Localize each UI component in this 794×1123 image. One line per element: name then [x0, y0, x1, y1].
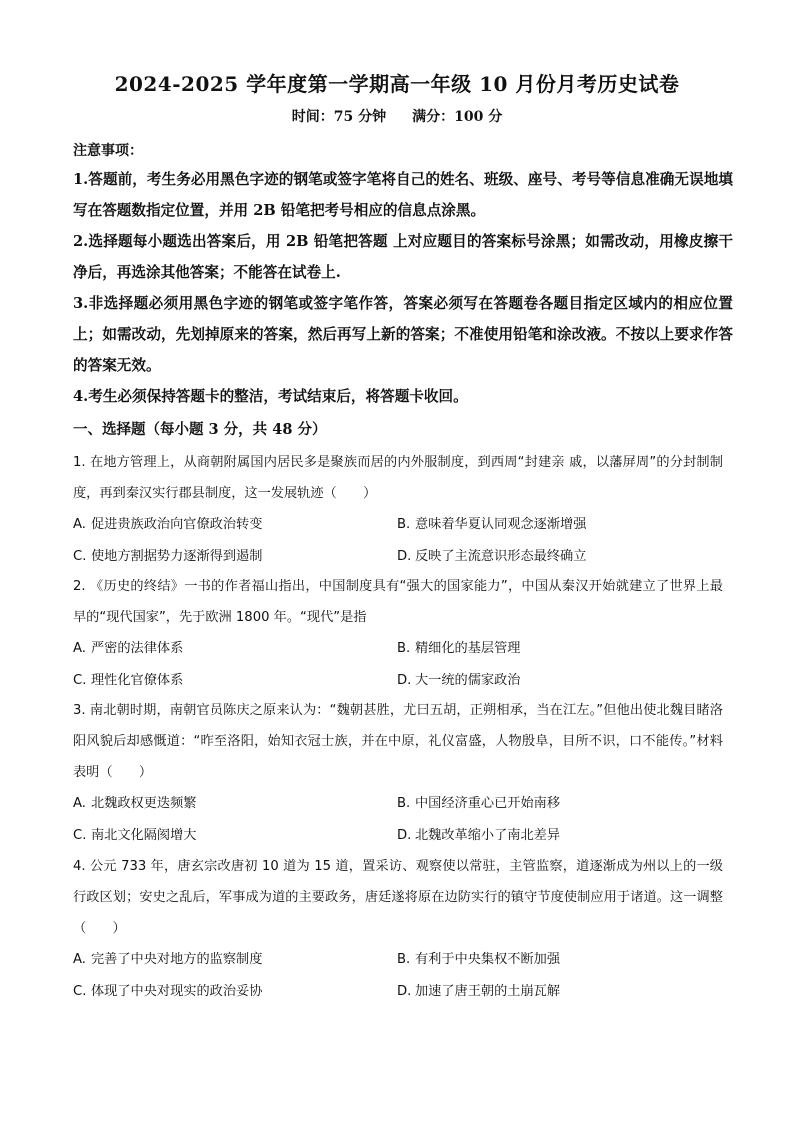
option-d[interactable]: D. 北魏改革缩小了南北差异 — [397, 828, 561, 843]
question-stem: 3. 南北朝时期，南朝官员陈庆之原来认为：“魏朝甚胜，尤曰五胡，正朔相承，当在江左。”但他出使北魏目睹洛阳风貌后却感慨道：“昨至洛阳，始知衣冠士族，并在中原，礼仪富盛，人物殷阜，目所不识，口不能传。”材料表明（ ） — [73, 703, 723, 780]
option-group — [73, 788, 723, 852]
exam-title: 2024-2025 学年度第一学期高一年级 10 月份月考历史试卷 — [114, 72, 680, 96]
notice-heading: 注意事项： — [73, 143, 143, 159]
notice-item-1: 1.答题前，考生务必用黑色字迹的钢笔或签字笔将自己的姓名、班级、座号、考号等信息准确无误地填写在答题数指定位置，并用 2B 铅笔把考号相应的信息点涂黑。 — [73, 171, 733, 219]
option-b[interactable]: B. 精细化的基层管理 — [397, 641, 521, 656]
option-group — [73, 944, 723, 1008]
option-b[interactable]: B. 有利于中央集权不断加强 — [397, 952, 561, 967]
question-stem: 1. 在地方管理上，从商朝附属国内居民多是聚族而居的内外服制度，到西周“封建亲 戚，以藩屏周”的分封制制度，再到秦汉实行郡县制度，这一发展轨迹（ ） — [73, 455, 723, 501]
option-group — [73, 509, 723, 573]
question-2 — [73, 571, 723, 697]
option-a[interactable]: A. 北魏政权更迭频繁 — [73, 796, 197, 811]
question-4 — [73, 851, 723, 1008]
option-c[interactable]: C. 南北文化隔阂增大 — [73, 828, 197, 843]
notice-item-3: 3.非选择题必须用黑色字迹的钢笔或签字笔作答，答案必须写在答题卷各题目指定区域内的相应位置上；如需改动，先划掉原来的答案，然后再写上新的答案；不准使用铅笔和涂改液。不按以上要求作答的答案无效。 — [73, 295, 733, 374]
option-a[interactable]: A. 完善了中央对地方的监察制度 — [73, 952, 263, 967]
option-c[interactable]: C. 使地方割据势力逐渐得到遏制 — [73, 549, 263, 564]
section-heading: 一、选择题（每小题 3 分，共 48 分） — [73, 421, 327, 438]
option-b[interactable]: B. 中国经济重心已开始南移 — [397, 796, 561, 811]
option-a[interactable]: A. 严密的法律体系 — [73, 641, 184, 656]
option-c[interactable]: C. 理性化官僚体系 — [73, 673, 184, 688]
notice-item-2: 2.选择题每小题选出答案后，用 2B 铅笔把答题 上对应题目的答案标号涂黑；如需改动，用橡皮擦干净后，再选涂其他答案；不能答在试卷上. — [73, 233, 733, 281]
option-d[interactable]: D. 加速了唐王朝的土崩瓦解 — [397, 984, 561, 999]
option-c[interactable]: C. 体现了中央对现实的政治妥协 — [73, 984, 263, 999]
exam-subtitle — [0, 106, 794, 126]
notice-item-4: 4.考生必须保持答题卡的整洁，考试结束后，将答题卡收回。 — [73, 388, 468, 405]
question-stem: 2. 《历史的终结》一书的作者福山指出，中国制度具有“强大的国家能力”，中国从秦汉开始就建立了世界上最早的“现代国家”，先于欧洲 1800 年。“现代”是指 — [73, 579, 723, 625]
option-b[interactable]: B. 意味着华夏认同观念逐渐增强 — [397, 517, 587, 532]
option-a[interactable]: A. 促进贵族政治向官僚政治转变 — [73, 517, 263, 532]
exam-score: 满分：100 分 — [412, 109, 503, 125]
notice-block — [73, 138, 733, 412]
question-3 — [73, 695, 723, 852]
option-group — [73, 633, 723, 697]
question-1 — [73, 447, 723, 573]
question-stem: 4. 公元 733 年，唐玄宗改唐初 10 道为 15 道，置采访、观察使以常驻，主管监察，道逐渐成为州以上的一级行政区划；安史之乱后，军事成为道的主要政务，唐廷遂将原在边防实行的镇守节度使制应用于诸道。这一调整（ ） — [73, 859, 723, 936]
option-d[interactable]: D. 反映了主流意识形态最终确立 — [397, 549, 587, 564]
exam-time: 时间：75 分钟 — [291, 109, 387, 125]
option-d[interactable]: D. 大一统的儒家政治 — [397, 673, 521, 688]
